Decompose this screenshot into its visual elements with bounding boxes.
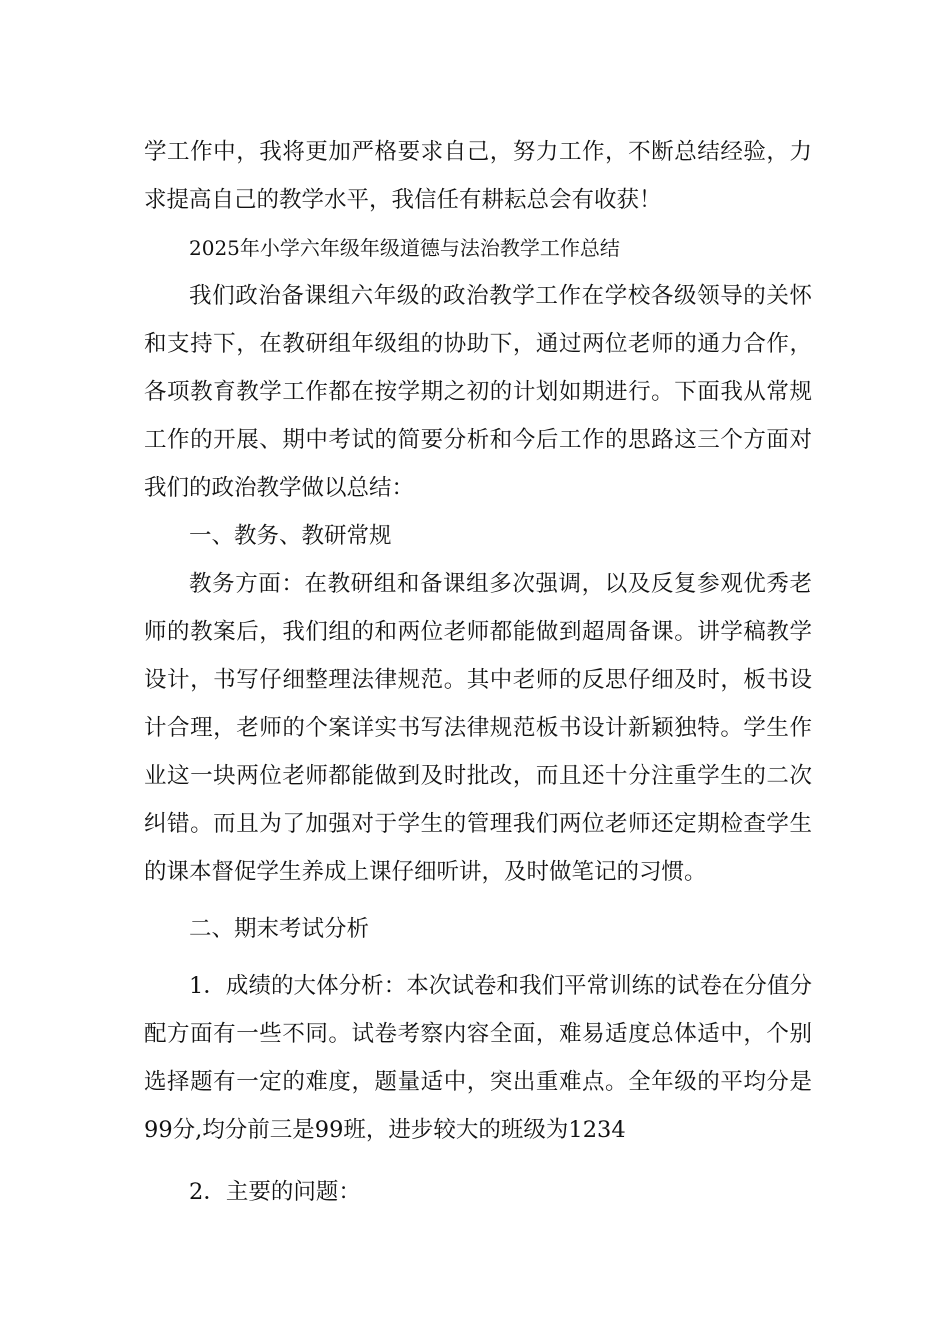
section-heading-1: 一、教务、教研常规 — [189, 523, 392, 549]
document-title: 2025年小学六年级年级道德与法治教学工作总结 — [189, 236, 620, 260]
paragraph-teaching-affairs: 教务方面：在教研组和备课组多次强调，以及反复参观优秀老师的教案后，我们组的和两位老师都能做到超周备课。讲学稿教学设计，书写仔细整理法律规范。其中老师的反思仔细及时，板书设计合理，老师的个案详实书写法律规范板书设计新颖独特。学生作业这一块两位老师都能做到及时批改，而且还十分注重学生的二次纠错。而且为了加强对于学生的管理我们两位老师还定期检查学生的课本督促学生养成上课仔细听讲，及时做笔记的习惯。 — [144, 571, 812, 885]
document-body — [144, 128, 812, 1216]
section-heading-2: 二、期末考试分析 — [189, 916, 370, 942]
paragraph-continuation: 学工作中，我将更加严格要求自己，努力工作，不断总结经验，力求提高自己的教学水平，我信任有耕耘总会有收获！ — [144, 139, 812, 213]
paragraph-main-problems: 2．主要的问题： — [189, 1179, 361, 1205]
paragraph-score-analysis: 1．成绩的大体分析：本次试卷和我们平常训练的试卷在分值分配方面有一些不同。试卷考察内容全面，难易适度总体适中，个别选择题有一定的难度，题量适中，突出重难点。全年级的平均分是99分,均分前三是99班，进步较大的班级为1234 — [144, 973, 812, 1143]
paragraph-intro: 我们政治备课组六年级的政治教学工作在学校各级领导的关怀和支持下，在教研组年级组的协助下，通过两位老师的通力合作，各项教育教学工作都在按学期之初的计划如期进行。下面我从常规工作的开展、期中考试的简要分析和今后工作的思路这三个方面对我们的政治教学做以总结： — [144, 283, 812, 501]
